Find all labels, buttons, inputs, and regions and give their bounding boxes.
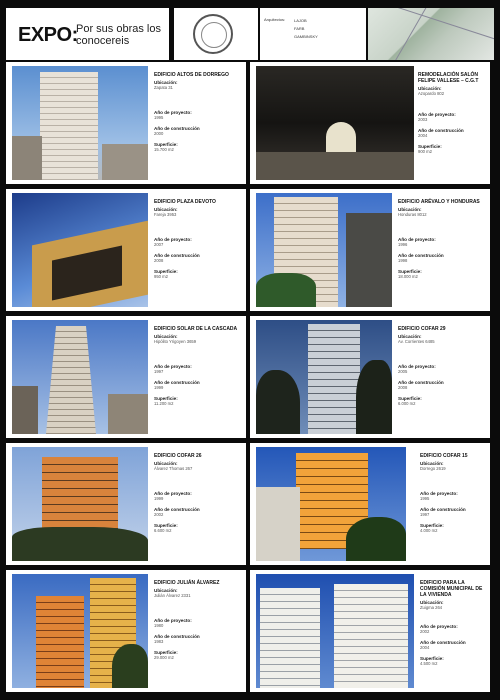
location-value: Av. Corrientes 6485	[398, 339, 435, 344]
project-photo	[256, 320, 392, 434]
location-value: Dorrego 2619	[420, 466, 446, 471]
construction-year-label: Año de construcción	[154, 380, 200, 385]
construction-year-label: Año de construcción	[398, 253, 444, 258]
construction-year-value: 2008	[398, 385, 408, 390]
area-label: Superficie:	[154, 650, 178, 655]
project-info	[154, 326, 242, 432]
project-photo	[256, 66, 414, 180]
area-value: 6.000 m2	[398, 401, 416, 406]
project-card	[6, 443, 246, 565]
project-info	[398, 326, 486, 432]
construction-year-label: Año de construcción	[418, 128, 464, 133]
location-label: Ubicación:	[398, 207, 422, 212]
project-card	[6, 62, 246, 184]
construction-year-value: 1999	[154, 385, 164, 390]
project-year-label: Año de proyecto:	[154, 110, 192, 115]
project-info	[420, 453, 486, 559]
project-name: EDIFICIO ARÉVALO Y HONDURAS	[398, 199, 480, 205]
area-value: 950 m2	[154, 274, 168, 279]
project-year-label: Año de proyecto:	[154, 237, 192, 242]
seal-panel	[174, 8, 258, 60]
project-year-value: 1996	[398, 242, 408, 247]
project-year-label: Año de proyecto:	[398, 237, 436, 242]
project-year-label: Año de proyecto:	[398, 364, 436, 369]
architects-names	[294, 17, 318, 41]
location-label: Ubicación:	[154, 80, 178, 85]
area-value: 18.000 m2	[398, 274, 418, 279]
project-info	[154, 580, 242, 686]
project-name: EDIFICIO COFAR 15	[420, 453, 468, 459]
area-label: Superficie:	[398, 269, 422, 274]
location-value: Azopardo 802	[418, 91, 445, 96]
project-name: EDIFICIO PLAZA DEVOTO	[154, 199, 216, 205]
project-name: EDIFICIO SOLAR DE LA CASCADA	[154, 326, 238, 332]
project-year-value: 2005	[398, 369, 408, 374]
area-label: Superficie:	[398, 396, 422, 401]
construction-year-label: Año de construcción	[154, 253, 200, 258]
project-photo	[256, 574, 414, 688]
project-card	[250, 62, 490, 184]
project-photo	[12, 447, 148, 561]
construction-year-value: 1997	[420, 512, 430, 517]
construction-year-value: 2000	[154, 131, 164, 136]
project-card	[250, 570, 490, 692]
construction-year-label: Año de construcción	[420, 640, 466, 645]
project-name: EDIFICIO ALTOS DE DORREGO	[154, 72, 229, 78]
location-value: Fareja 3953	[154, 212, 177, 217]
project-year-value: 2007	[154, 242, 164, 247]
location-label: Ubicación:	[154, 334, 178, 339]
project-name: EDIFICIO JULIÁN ÁLVAREZ	[154, 580, 220, 586]
location-label: Ubicación:	[154, 588, 178, 593]
area-value: 4.500 m2	[420, 661, 438, 666]
expo-title: EXPO:	[18, 24, 78, 46]
header	[6, 8, 494, 60]
project-photo	[12, 66, 148, 180]
project-year-label: Año de proyecto:	[418, 112, 456, 117]
construction-year-value: 2004	[418, 133, 428, 138]
architects-panel	[260, 8, 366, 60]
location-label: Ubicación:	[418, 86, 442, 91]
area-label: Superficie:	[420, 523, 444, 528]
project-info	[154, 72, 242, 178]
area-value: 900 m2	[418, 149, 432, 154]
project-name: EDIFICIO COFAR 26	[154, 453, 202, 459]
project-card	[6, 570, 246, 692]
area-label: Superficie:	[418, 144, 442, 149]
location-value: Zuigma 264	[420, 605, 443, 610]
project-year-label: Año de proyecto:	[154, 618, 192, 623]
location-label: Ubicación:	[420, 461, 444, 466]
area-label: Superficie:	[154, 396, 178, 401]
project-year-value: 1980	[154, 623, 164, 628]
project-info	[154, 199, 242, 305]
area-label: Superficie:	[420, 656, 444, 661]
project-photo	[256, 193, 392, 307]
architects-label: Arquitectos:	[264, 17, 286, 22]
seal-icon	[193, 14, 233, 54]
location-label: Ubicación:	[398, 334, 422, 339]
project-info	[398, 199, 486, 305]
location-map	[368, 8, 494, 60]
area-value: 4.000 m2	[420, 528, 438, 533]
project-name: EDIFICIO PARA LA COMISIÓN MUNICIPAL DE LA VIVIENDA	[420, 580, 483, 598]
project-photo	[12, 320, 148, 434]
location-label: Ubicación:	[154, 461, 178, 466]
location-label: Ubicación:	[420, 600, 444, 605]
architect-name: GAMBINSKY	[294, 34, 318, 39]
construction-year-label: Año de construcción	[154, 126, 200, 131]
project-card	[250, 316, 490, 438]
project-year-value: 1997	[154, 369, 164, 374]
project-info	[154, 453, 242, 559]
construction-year-value: 1983	[154, 639, 164, 644]
project-year-value: 1995	[154, 115, 164, 120]
architect-name: FARB	[294, 26, 305, 31]
project-card	[250, 189, 490, 311]
project-year-label: Año de proyecto:	[154, 491, 192, 496]
project-photo	[256, 447, 406, 561]
project-card	[6, 189, 246, 311]
construction-year-label: Año de construcción	[398, 380, 444, 385]
project-photo	[12, 574, 148, 688]
construction-year-label: Año de construcción	[420, 507, 466, 512]
title-panel	[6, 8, 169, 60]
project-year-value: 1995	[420, 496, 430, 501]
construction-year-value: 2004	[420, 645, 430, 650]
area-label: Superficie:	[154, 142, 178, 147]
location-value: Álvarez Thomas 267	[154, 466, 193, 471]
project-info	[420, 580, 486, 686]
construction-year-label: Año de construcción	[154, 507, 200, 512]
project-year-value: 2003	[418, 117, 428, 122]
project-name: EDIFICIO COFAR 29	[398, 326, 446, 332]
construction-year-value: 1998	[398, 258, 408, 263]
construction-year-value: 2002	[154, 512, 164, 517]
location-label: Ubicación:	[154, 207, 178, 212]
location-value: Hipólito Yrigoyen 3659	[154, 339, 197, 344]
area-value: 11.200 m2	[154, 401, 174, 406]
architect-name: LAJOB	[294, 18, 307, 23]
project-name: REMODELACIÓN SALÓN FELIPE VALLESE – C.G.T	[418, 72, 479, 84]
construction-year-label: Año de construcción	[154, 634, 200, 639]
area-value: 15.700 m2	[154, 147, 174, 152]
project-card	[6, 316, 246, 438]
area-label: Superficie:	[154, 523, 178, 528]
project-year-value: 1999	[154, 496, 164, 501]
project-card	[250, 443, 490, 565]
project-year-label: Año de proyecto:	[420, 491, 458, 496]
expo-subtitle: Por sus obras los conocereis	[76, 23, 161, 47]
area-label: Superficie:	[154, 269, 178, 274]
project-year-label: Año de proyecto:	[154, 364, 192, 369]
project-info	[418, 72, 486, 178]
project-photo	[12, 193, 148, 307]
project-year-value: 2002	[420, 629, 430, 634]
location-value: Julián Álvarez 2331	[154, 593, 191, 598]
area-value: 29.000 m2	[154, 655, 174, 660]
construction-year-value: 2008	[154, 258, 164, 263]
location-value: Honduras 8012	[398, 212, 427, 217]
project-year-label: Año de proyecto:	[420, 624, 458, 629]
location-value: Zapata 31	[154, 85, 173, 90]
area-value: 6.600 m2	[154, 528, 172, 533]
